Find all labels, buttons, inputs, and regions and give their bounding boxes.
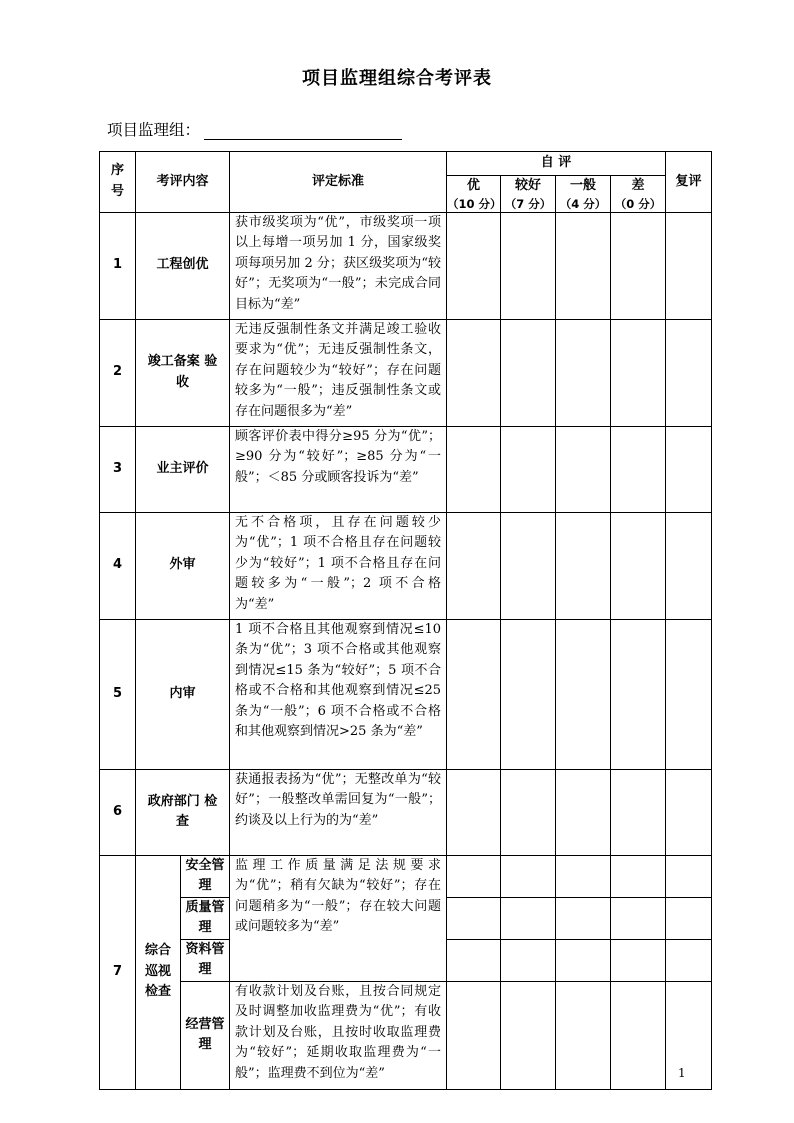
eval-standard: 无违反强制性条文并满足竣工验收要求为“优”；无违反强制性条文，存在问题较少为“较好”；存在问题较多为“一般”；违反强制性条文或存在问题很多为“差” [230,319,447,426]
eval-standard: 无不合格项，且存在问题较少为“优”；1 项不合格且存在问题较少为“较好”；1 项不合格且存在问题较多为“一般”；2 项不合格为“差” [230,512,447,619]
score-cell-0[interactable] [447,426,501,512]
eval-item: 竣工备案 验收 [136,319,230,426]
score-cell-0[interactable] [447,769,501,855]
score-cell-1[interactable] [501,619,556,769]
score-cell-0[interactable] [447,939,501,981]
score-cell-3[interactable] [611,212,666,319]
table-row [100,769,712,855]
grade-header-2 [556,176,611,213]
score-cell-3[interactable] [611,426,666,512]
grade-header-3 [611,176,666,213]
eval-standard: 监理工作质量满足法规要求为“优”；稍有欠缺为“较好”；存在问题稍多为“一般”；存在较大问题或问题较多为“差” [230,855,447,981]
table-row [100,981,712,1089]
score-cell-3[interactable] [611,897,666,939]
score-cell-4[interactable] [666,512,712,619]
score-cell-1[interactable] [501,426,556,512]
row-number: 5 [100,619,136,769]
score-cell-0[interactable] [447,619,501,769]
grade-score: （4 分） [559,196,607,211]
header-seq: 序号 [100,152,136,213]
score-cell-2[interactable] [556,769,611,855]
table-row [100,855,712,897]
score-cell-4[interactable] [666,897,712,939]
grade-name: 差 [631,178,645,193]
page-title: 项目监理组综合考评表 [302,68,492,89]
score-cell-4[interactable] [666,426,712,512]
score-cell-4[interactable] [666,981,712,1089]
row-number: 3 [100,426,136,512]
page-number: 1 [678,1066,686,1080]
grade-score: （0 分） [614,196,662,211]
header-content: 考评内容 [136,152,230,213]
score-cell-3[interactable] [611,855,666,897]
sub-item: 安全管理 [181,855,230,897]
score-cell-1[interactable] [501,981,556,1089]
score-cell-0[interactable] [447,855,501,897]
score-cell-0[interactable] [447,897,501,939]
eval-standard: 获市级奖项为“优”，市级奖项一项以上每增一项另加 1 分，国家级奖项每项另加 2 分；获区级奖项为“较好”；无奖项为“一般”；未完成合同目标为“差” [230,212,447,319]
score-cell-2[interactable] [556,981,611,1089]
score-cell-4[interactable] [666,769,712,855]
sub-item: 资料管理 [181,939,230,981]
grade-score: （10 分） [447,196,502,211]
score-cell-0[interactable] [447,981,501,1089]
score-cell-1[interactable] [501,855,556,897]
score-cell-0[interactable] [447,212,501,319]
score-cell-1[interactable] [501,212,556,319]
table-row [100,512,712,619]
grade-name: 一般 [570,178,597,193]
table-row [100,319,712,426]
header-self-eval: 自 评 [447,152,666,176]
score-cell-3[interactable] [611,319,666,426]
header-standard: 评定标准 [230,152,447,213]
score-cell-1[interactable] [501,319,556,426]
group-field [107,118,402,140]
score-cell-1[interactable] [501,769,556,855]
score-cell-1[interactable] [501,512,556,619]
table-row [100,212,712,319]
score-cell-3[interactable] [611,939,666,981]
score-cell-4[interactable] [666,619,712,769]
score-cell-3[interactable] [611,619,666,769]
header-review: 复评 [666,152,712,213]
score-cell-4[interactable] [666,939,712,981]
eval-item: 综合巡视检查 [136,855,181,1089]
score-cell-2[interactable] [556,512,611,619]
eval-item: 外审 [136,512,230,619]
eval-standard: 1 项不合格且其他观察到情况≤10 条为“优”；3 项不合格或其他观察到情况≤15 条为“较好”；5 项不合格或不合格和其他观察到情况≤25 条为“一般”；6 项不合格或不合格和其他观察到情况>25 条为“差” [230,619,447,769]
evaluation-table [99,151,712,1090]
score-cell-2[interactable] [556,619,611,769]
score-cell-4[interactable] [666,319,712,426]
grade-score: （7 分） [504,196,552,211]
score-cell-0[interactable] [447,512,501,619]
eval-standard: 顾客评价表中得分≥95 分为“优”；≥90 分为“较好”；≥85 分为“一般”；＜85 分或顾客投诉为“差” [230,426,447,512]
grade-name: 优 [467,178,481,193]
score-cell-2[interactable] [556,855,611,897]
score-cell-2[interactable] [556,939,611,981]
row-number: 2 [100,319,136,426]
grade-header-0 [447,176,501,213]
eval-item: 业主评价 [136,426,230,512]
group-blank-line[interactable] [204,121,402,140]
table-row [100,426,712,512]
score-cell-0[interactable] [447,319,501,426]
eval-item: 政府部门 检查 [136,769,230,855]
score-cell-2[interactable] [556,897,611,939]
score-cell-4[interactable] [666,212,712,319]
score-cell-2[interactable] [556,319,611,426]
score-cell-1[interactable] [501,897,556,939]
score-cell-3[interactable] [611,512,666,619]
score-cell-1[interactable] [501,939,556,981]
row-number: 1 [100,212,136,319]
grade-name: 较好 [515,178,542,193]
eval-item: 工程创优 [136,212,230,319]
row-number: 6 [100,769,136,855]
eval-standard: 获通报表扬为“优”；无整改单为“较好”；一般整改单需回复为“一般”；约谈及以上行为的为“差” [230,769,447,855]
table-row [100,619,712,769]
sub-item: 经营管理 [181,981,230,1089]
score-cell-2[interactable] [556,212,611,319]
sub-item: 质量管理 [181,897,230,939]
score-cell-2[interactable] [556,426,611,512]
eval-standard: 有收款计划及台账，且按合同规定及时调整加收监理费为“优”；有收款计划及台账，且按时收取监理费为“较好”；延期收取监理费为“一般”；监理费不到位为“差” [230,981,447,1089]
row-number: 4 [100,512,136,619]
score-cell-4[interactable] [666,855,712,897]
grade-header-1 [501,176,556,213]
row-number: 7 [100,855,136,1089]
score-cell-3[interactable] [611,769,666,855]
group-label: 项目监理组： [107,121,201,139]
score-cell-3[interactable] [611,981,666,1089]
eval-item: 内审 [136,619,230,769]
